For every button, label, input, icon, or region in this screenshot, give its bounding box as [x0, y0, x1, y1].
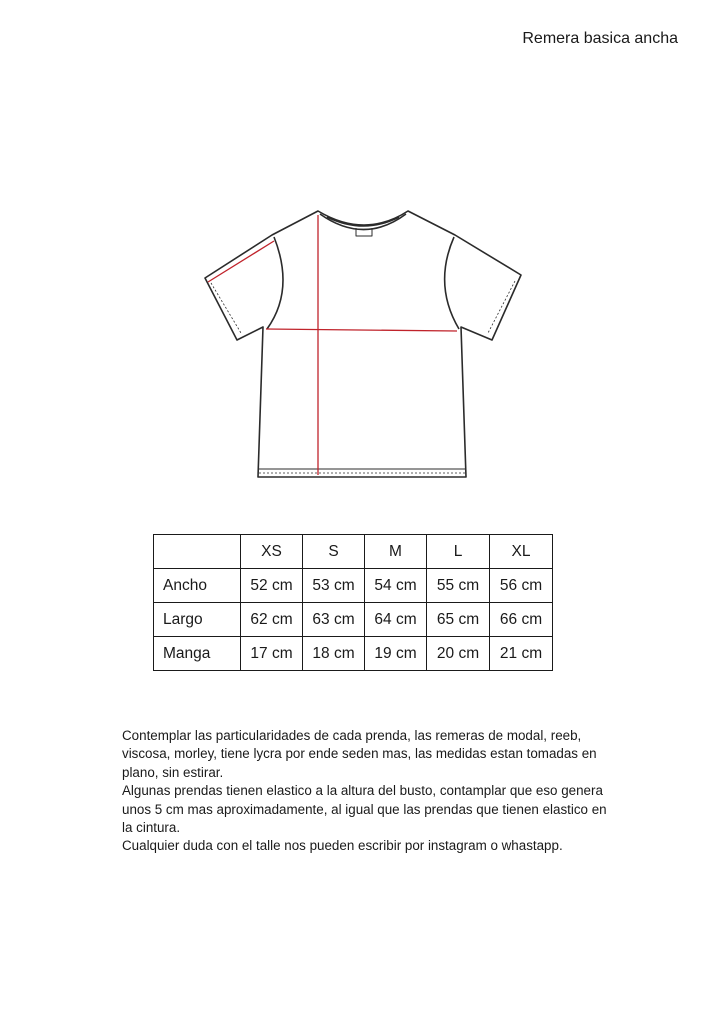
- table-cell: 62 cm: [241, 603, 303, 637]
- care-notes: [122, 727, 612, 856]
- table-cell: 65 cm: [427, 603, 490, 637]
- table-cell: 64 cm: [365, 603, 427, 637]
- tshirt-flat-sketch-icon: [200, 205, 530, 485]
- table-cell: 52 cm: [241, 569, 303, 603]
- header-size-m: M: [365, 535, 427, 569]
- table-cell: 56 cm: [490, 569, 553, 603]
- header-empty-cell: [154, 535, 241, 569]
- table-cell: 54 cm: [365, 569, 427, 603]
- table-cell: 20 cm: [427, 637, 490, 671]
- table-cell: 63 cm: [303, 603, 365, 637]
- table-cell: 17 cm: [241, 637, 303, 671]
- table-cell: 18 cm: [303, 637, 365, 671]
- note-paragraph: Contemplar las particularidades de cada prenda, las remeras de modal, reeb, viscosa, morley, tiene lycra por ende seden mas, las medidas estan tomadas en plano, sin estirar.: [122, 728, 597, 780]
- size-header-row: [154, 535, 553, 569]
- header-size-l: L: [427, 535, 490, 569]
- right-sleeve-seam: [445, 237, 459, 329]
- table-cell: 21 cm: [490, 637, 553, 671]
- table-cell: 53 cm: [303, 569, 365, 603]
- left-sleeve-seam: [267, 237, 283, 329]
- measure-sleeve-line: [208, 241, 274, 282]
- note-paragraph: Cualquier duda con el talle nos pueden escribir por instagram o whastapp.: [122, 838, 563, 854]
- size-table: [153, 534, 553, 671]
- header-size-s: S: [303, 535, 365, 569]
- table-row-largo: [154, 603, 553, 637]
- row-label: Manga: [154, 637, 241, 671]
- table-row-manga: [154, 637, 553, 671]
- header-size-xl: XL: [490, 535, 553, 569]
- table-cell: 55 cm: [427, 569, 490, 603]
- table-row-ancho: [154, 569, 553, 603]
- collar: [320, 214, 406, 230]
- measure-width-line: [266, 329, 457, 331]
- table-cell: 66 cm: [490, 603, 553, 637]
- table-cell: 19 cm: [365, 637, 427, 671]
- row-label: Ancho: [154, 569, 241, 603]
- row-label: Largo: [154, 603, 241, 637]
- shirt-outline: [205, 211, 521, 477]
- header-size-xs: XS: [241, 535, 303, 569]
- note-paragraph: Algunas prendas tienen elastico a la altura del busto, contamplar que eso genera unos 5 cm mas aproximadamente, al igual que las prendas que tienen elastico en la cintura.: [122, 783, 607, 836]
- document-title: Remera basica ancha: [522, 30, 678, 47]
